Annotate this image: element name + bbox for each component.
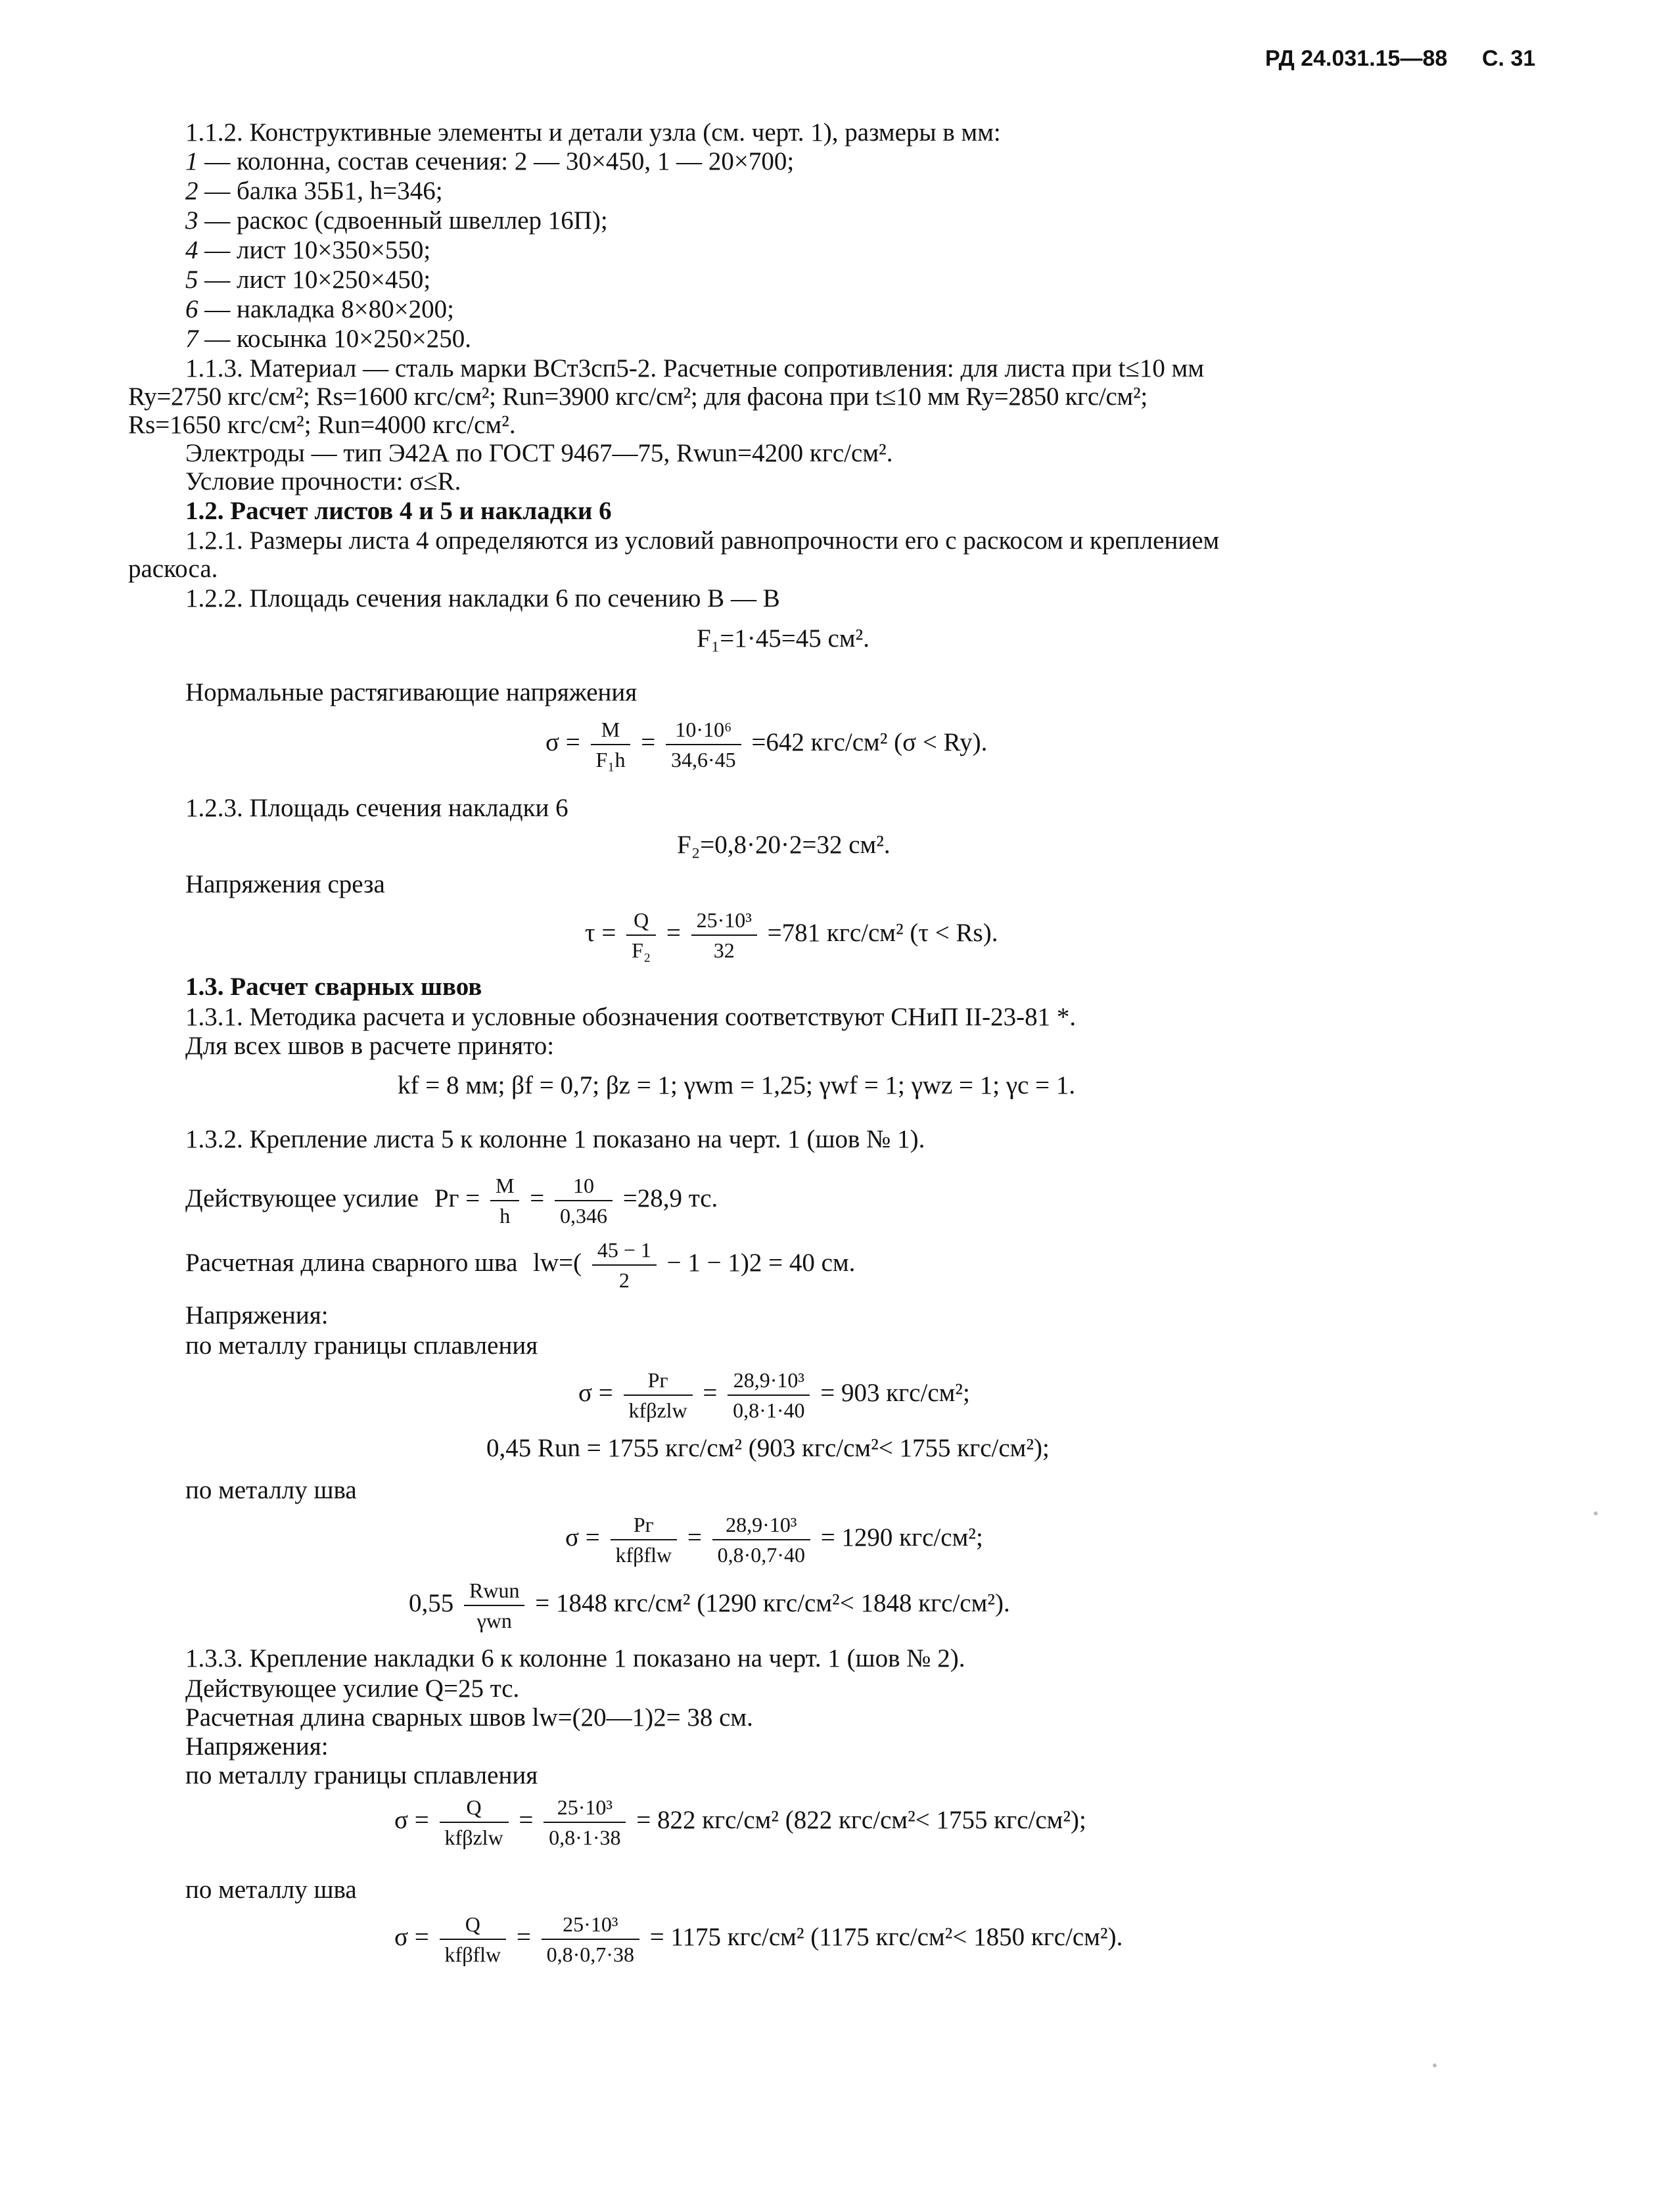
- section-1-1-3-line2: Ry=2750 кгс/см²; Rs=1600 кгс/см²; Run=3900 кгс/см²; для фасона при t≤10 мм Ry=2850 кгс/см²;: [128, 382, 1147, 411]
- acting-force-q: Действующее усилие Q=25 тс.: [185, 1674, 520, 1703]
- list-item: 4 — лист 10×350×550;: [185, 236, 431, 264]
- weld-metal-label-2: по металлу шва: [185, 1876, 357, 1904]
- check-weld: 0,55 $\frac{\text{Rwun}}{\text{γwn}}$ = 1848 кгс/см² (1290 кгс/см²< 1848 кгс/см²).: [409, 1576, 1010, 1635]
- section-1-1-2-intro: 1.1.2. Конструктивные элементы и детали узла (см. черт. 1), размеры в мм:: [185, 118, 1001, 147]
- formula-sigma-1: σ = $\frac{M}{\text{F₁h}}$ = $\frac{\text{10·10⁶}}{34,6\cdot 45}$ =642 кгс/см² (σ < Ry).: [545, 715, 987, 774]
- formula-force: Действующее усилие Pг = $\frac{M}{h}$ = $\frac{10}{0,346}$ =28,9 тс.: [185, 1171, 718, 1230]
- scan-speck: [1594, 1511, 1598, 1515]
- formula-f1: F₁=1·45=45 см².: [697, 624, 869, 653]
- formula-sigma-weld: σ = $\frac{Pг}{\text{kfβflw}}$ = $\frac{\text{28,9·10³}}{0,8\cdot 0,7\cdot 40}$ = 1290 кгс/см²;: [565, 1510, 983, 1569]
- section-1-3-title: 1.3. Расчет сварных швов: [185, 973, 482, 1001]
- formula-weld-length: Расчетная длина сварного шва lw=( $\frac{45 - 1}{2}$ − 1 − 1)2 = 40 см.: [185, 1235, 855, 1295]
- scan-speck: [1433, 2063, 1437, 2067]
- para-1-2-1: 1.2.1. Размеры листа 4 определяются из условий равнопрочности его с раскосом и креплением: [185, 526, 1220, 555]
- check-fusion: 0,45 Run = 1755 кгс/см² (903 кгс/см²< 1755 кгс/см²);: [486, 1434, 1050, 1462]
- fusion-boundary-label: по металлу границы сплавления: [185, 1331, 538, 1360]
- formula-sigma-weld-2: σ = $\frac{Q}{\text{kfβflw}}$ = $\frac{\text{25·10³}}{0,8\cdot 0,7\cdot 38}$ = 1175 кгс/см² (1175 кгс/см²< 1850 кгс/см²).: [394, 1910, 1123, 1969]
- weld-parameters: kf = 8 мм; βf = 0,7; βz = 1; γwm = 1,25; γwf = 1; γwz = 1; γc = 1.: [398, 1071, 1076, 1099]
- weld-metal-label: по металлу шва: [185, 1476, 357, 1504]
- stresses-label-2: Напряжения:: [185, 1732, 329, 1761]
- page-number: С. 31: [1482, 46, 1536, 71]
- electrodes-line: Электроды — тип Э42А по ГОСТ 9467—75, Rwun=4200 кгс/см².: [185, 439, 893, 467]
- section-1-1-3-line1: 1.1.3. Материал — сталь марки ВСт3сп5-2. Расчетные сопротивления: для листа при t≤10 мм: [185, 354, 1205, 382]
- section-1-1-3-line3: Rs=1650 кгс/см²; Run=4000 кгс/см².: [128, 411, 516, 439]
- formula-f2: F₂=0,8·20·2=32 см².: [677, 831, 891, 859]
- para-1-2-3: 1.2.3. Площадь сечения накладки 6: [185, 794, 568, 822]
- list-item: 3 — раскос (сдвоенный швеллер 16П);: [185, 206, 608, 235]
- stresses-label: Напряжения:: [185, 1301, 329, 1329]
- para-1-3-3: 1.3.3. Крепление накладки 6 к колонне 1 показано на черт. 1 (шов № 2).: [185, 1644, 965, 1672]
- normal-stress-label: Нормальные растягивающие напряжения: [185, 678, 637, 706]
- list-item: 5 — лист 10×250×450;: [185, 265, 431, 294]
- shear-stress-label: Напряжения среза: [185, 870, 385, 898]
- strength-condition: Условие прочности: σ≤R.: [185, 467, 461, 495]
- fusion-boundary-label-2: по металлу границы сплавления: [185, 1761, 538, 1789]
- list-item: 6 — накладка 8×80×200;: [185, 295, 454, 323]
- formula-sigma-fusion: σ = $\frac{Pг}{\text{kfβzlw}}$ = $\frac{\text{28,9·10³}}{0,8\cdot 1\cdot 40}$ = 903 кгс/см²;: [578, 1366, 970, 1425]
- section-1-2-title: 1.2. Расчет листов 4 и 5 и накладки 6: [185, 497, 612, 525]
- weld-length-2: Расчетная длина сварных швов lw=(20—1)2= 38 см.: [185, 1703, 753, 1732]
- para-1-3-1: 1.3.1. Методика расчета и условные обозначения соответствуют СНиП II-23-81 *.: [185, 1003, 1077, 1031]
- list-item: 2 — балка 35Б1, h=346;: [185, 177, 443, 205]
- document-code: РД 24.031.15—88: [1265, 46, 1448, 71]
- para-1-3-1-cont: Для всех швов в расчете принято:: [185, 1032, 555, 1060]
- formula-sigma-fusion-2: σ = $\frac{Q}{\text{kfβzlw}}$ = $\frac{\text{25·10³}}{0,8\cdot 1\cdot 38}$ = 822 кгс/см² (822 кгс/см²< 1755 кгс/см²);: [394, 1793, 1086, 1852]
- para-1-3-2: 1.3.2. Крепление листа 5 к колонне 1 показано на черт. 1 (шов № 1).: [185, 1125, 925, 1153]
- list-item: 7 — косынка 10×250×250.: [185, 325, 471, 353]
- formula-tau: τ = $\frac{Q}{\text{F₂}}$ = $\frac{\text{25·10³}}{32}$ =781 кгс/см² (τ < Rs).: [585, 906, 998, 965]
- para-1-2-2: 1.2.2. Площадь сечения накладки 6 по сечению B — B: [185, 584, 780, 612]
- para-1-2-1-cont: раскоса.: [128, 555, 218, 583]
- list-item: 1 — колонна, состав сечения: 2 — 30×450, 1 — 20×700;: [185, 147, 795, 175]
